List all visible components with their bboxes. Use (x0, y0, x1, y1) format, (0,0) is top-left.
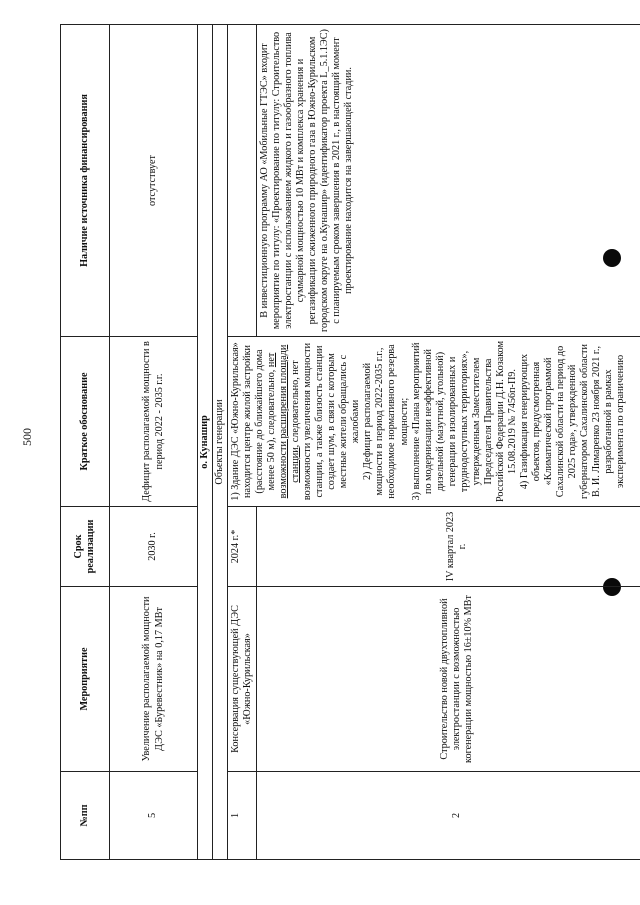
row5-measure: Увеличение располагаемой мощности ДЭС «Буревестник» на 0,17 МВт (110, 587, 198, 772)
subsection-row-generation (213, 25, 228, 860)
row1-num: 1 (228, 772, 257, 860)
measures-table (60, 24, 640, 860)
header-num: №пп (61, 772, 110, 860)
row5-finance: отсутствует (110, 25, 198, 337)
row2-finance: В инвестиционную программу АО «Мобильные ГТЭС» входит мероприятие по титулу: «Проектирование по титулу: Строительство электростанции с использованием жидкого и газообразного топлива суммарной мощностью 10 МВт и комплекса хранения и регазификации сжиженного природного газа в Южно-Курильском городском округе на о.Кунашир» (идентификатор проекта L_5.1.1ЭС) с планируемым сроком завершения в 2021 г., в настоящий момент проектирование находится на завершающей стадии. (257, 25, 640, 337)
row1-finance (228, 25, 257, 337)
row2-num: 2 (257, 772, 640, 860)
reason-p1-a: 1) Здание ДЭС «Южно-Курильская» находится центре жилой застройки (расстояние до ближайшего дома менее 50 м), следовательно, (230, 342, 278, 501)
reason-p1-underlined: нет возможности расширения площади станции (266, 344, 302, 499)
page-number: 500 (20, 428, 34, 446)
section-row-kunashir (198, 25, 213, 860)
table-header-row (61, 25, 110, 860)
row2-measure: Строительство новой двухтопливной электростанции с возможностью когенерации мощностью 16±10% МВт (257, 587, 640, 772)
header-term: Срок реализации (61, 507, 110, 587)
section-title: о. Кунашир (198, 25, 213, 860)
row1-term: 2024 г.* (228, 507, 257, 587)
subsection-title: Объекты генерации (213, 25, 228, 860)
row1-2-reason (228, 337, 640, 507)
rotated-table-wrapper (60, 25, 627, 860)
row2-term: IV квартал 2023 г. (257, 507, 640, 587)
row5-term: 2030 г. (110, 507, 198, 587)
row1-measure: Консервация существующей ДЭС «Южно-Курильская» (228, 587, 257, 772)
table-row-5 (110, 25, 198, 860)
header-finance: Наличие источника финансирования (61, 25, 110, 337)
row5-reason: Дефицит располагаемой мощности в период 2022 - 2035 г.г. (110, 337, 198, 507)
table-row-1 (228, 25, 257, 860)
reason-p1-b: , следовательно, нет возможности увеличения мощности станции, а также близость станции создает шум, в связи с которым местные жители обращались с жалобами (290, 342, 362, 501)
header-measure: Мероприятие (61, 587, 110, 772)
header-reason: Краткое обоснование (61, 337, 110, 507)
reason-p4: 4) Газификация генерирующих объектов, предусмотренная «Климатической программой Сахалинской области на период до 2025 года», утвержденной губернатором Сахалинской области В. И. Лимаренко 23 ноября 2021 г., разработанной в рамках эксперимента по ограничению (518, 344, 627, 499)
reason-p3: 3) выполнение «Плана мероприятий по модернизации неэффективной дизельной (мазутной, угольной) генерации в изолированных и труднодоступных территориях», утвержденным Заместителем Председателя Правительства Российской Федерации Д.Н. Козаком 15.08.2019 № 7456п-П9. (410, 340, 518, 503)
reason-p2: 2) Дефицит располагаемой мощности в период 2022-2035 г.г., необходимое нормативного резерва мощности; (362, 344, 410, 499)
row5-num: 5 (110, 772, 198, 860)
